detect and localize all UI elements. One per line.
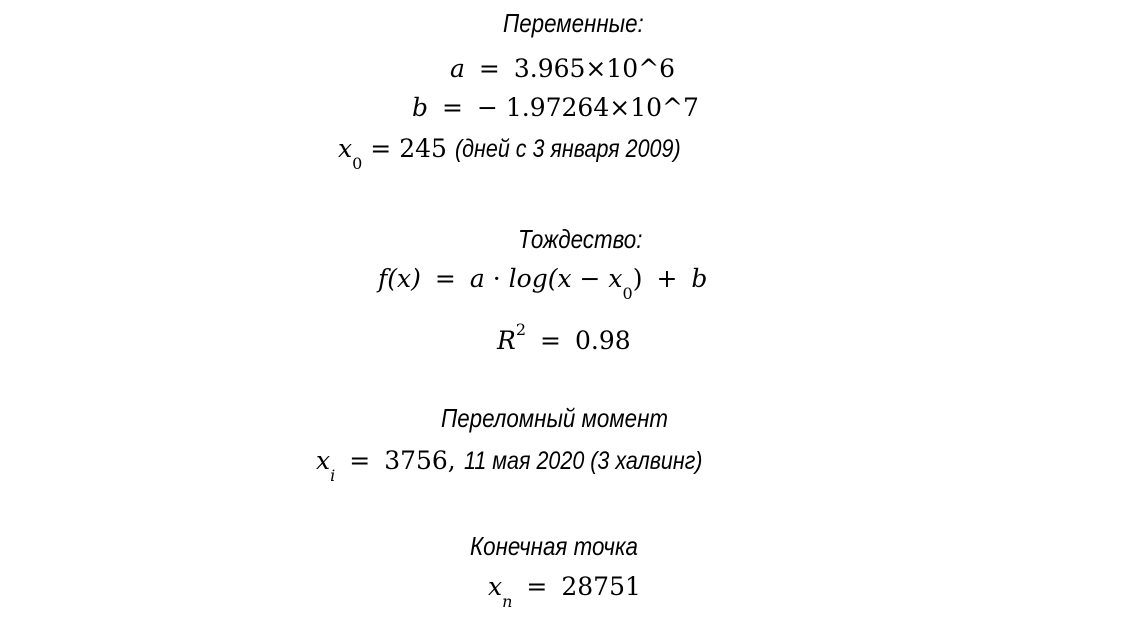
variable-x0-value: 245: [399, 134, 447, 163]
turning-point-value: 3756,: [384, 446, 456, 475]
turning-point-subscript: i: [330, 466, 336, 485]
variable-x0-equation: $x_0= 245$ (дней с 3 января 2009): [338, 134, 681, 173]
formula-plus: +: [656, 264, 678, 293]
r-squared-value: 0.98: [574, 326, 631, 355]
r-squared-name: R: [497, 326, 516, 355]
r-squared-superscript: 2: [515, 320, 527, 339]
r-squared-equation: $R^2 = 0.98$: [497, 320, 631, 355]
end-point-name: x: [488, 572, 503, 601]
variable-x0-name: x: [338, 134, 353, 163]
identity-formula: $f(x) = a \cdot \log(x - x_0) + b$: [378, 264, 708, 303]
end-point-equation: $x_n= 28751$: [488, 572, 641, 611]
variable-b-equation: b = − 1.97264×10^7: [412, 93, 699, 122]
variable-a-name: a: [450, 54, 465, 83]
turning-point-note: 11 мая 2020 (3 халвинг): [463, 447, 703, 475]
turning-point-header: Переломный момент: [441, 403, 669, 433]
formula-fx: f(x): [378, 264, 421, 293]
end-point-value: 28751: [561, 572, 641, 601]
formula-a: a: [469, 264, 485, 293]
formula-log-close: ): [632, 264, 643, 293]
variable-a-value: 3.965×10^6: [513, 54, 676, 83]
variable-x0-subscript: 0: [352, 154, 363, 173]
variable-b-name: b: [412, 93, 429, 122]
formula-dot: ·: [492, 264, 501, 293]
identity-header: Тождество:: [518, 224, 643, 254]
end-point-header: Конечная точка: [470, 531, 638, 561]
turning-point-name: x: [316, 446, 331, 475]
formula-log: log(x − x: [508, 264, 623, 293]
variable-x0-note: (дней с 3 января 2009): [454, 135, 681, 163]
formula-log-subscript: 0: [622, 284, 633, 303]
variable-b-value: − 1.97264×10^7: [476, 93, 699, 122]
turning-point-equation: $x_i= 3756$, 11 мая 2020 (3 халвинг): [316, 446, 703, 485]
formula-b: b: [691, 264, 708, 293]
end-point-subscript: n: [502, 592, 513, 611]
variable-a-equation: a = 3.965×10^6: [450, 54, 676, 83]
variables-header: Переменные:: [503, 8, 644, 38]
